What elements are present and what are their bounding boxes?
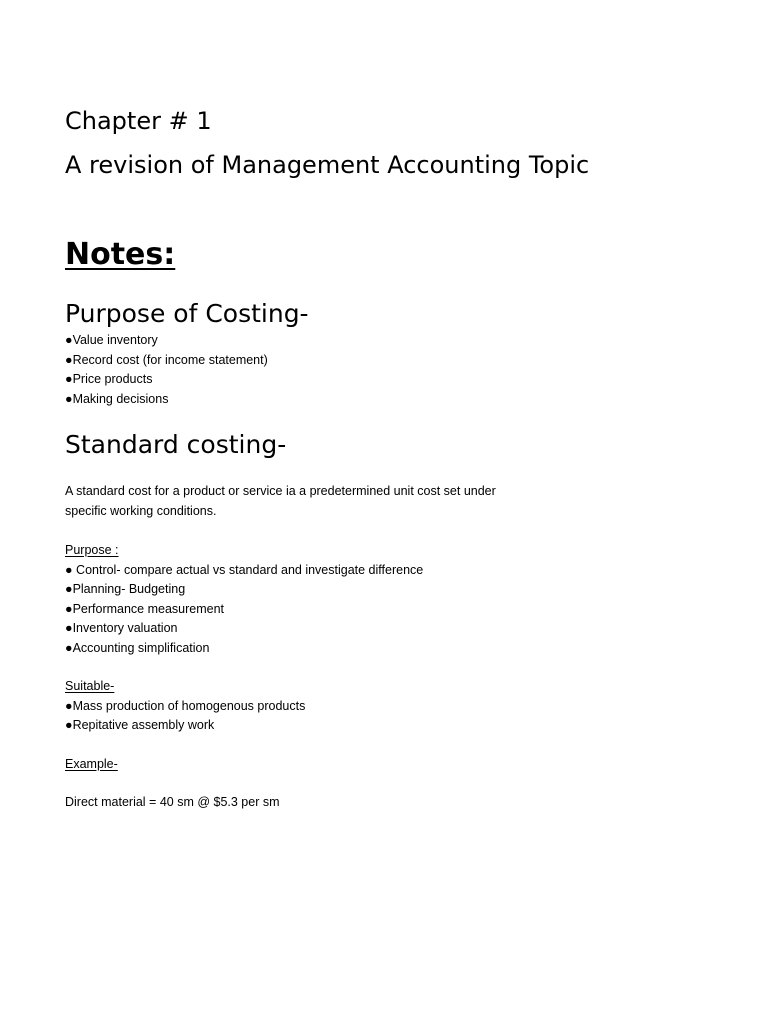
list-item: ● Value inventory [65, 331, 268, 351]
list-item: ● Mass production of homogenous products [65, 697, 305, 717]
standard-costing-heading: Standard costing- [65, 430, 287, 459]
list-item: ● Control- compare actual vs standard and investigate difference [65, 561, 423, 581]
purpose-of-costing-list [65, 331, 268, 409]
definition-line: specific working conditions. [65, 503, 217, 518]
standard-costing-definition [65, 482, 496, 521]
list-item: ● Accounting simplification [65, 639, 423, 659]
definition-line: A standard cost for a product or service ia a predetermined unit cost set under [65, 484, 496, 498]
example-label: Example- [65, 757, 118, 771]
standard-costing-purpose [65, 541, 423, 658]
standard-costing-suitable [65, 677, 305, 736]
list-item: ● Performance measurement [65, 600, 423, 620]
list-item: ● Making decisions [65, 390, 268, 410]
list-item: ● Price products [65, 370, 268, 390]
standard-costing-example [65, 755, 118, 775]
chapter-title: Chapter # 1 [65, 107, 212, 135]
example-line: Direct material = 40 sm @ $5.3 per sm [65, 795, 280, 809]
notes-heading: Notes: [65, 237, 176, 272]
purpose-of-costing-heading: Purpose of Costing- [65, 299, 309, 328]
list-item: ● Planning- Budgeting [65, 580, 423, 600]
purpose-label: Purpose : [65, 543, 119, 557]
list-item: ● Record cost (for income statement) [65, 351, 268, 371]
list-item: ● Repitative assembly work [65, 716, 305, 736]
chapter-subtitle: A revision of Management Accounting Topic [65, 151, 590, 179]
list-item: ● Inventory valuation [65, 619, 423, 639]
suitable-label: Suitable- [65, 679, 115, 693]
